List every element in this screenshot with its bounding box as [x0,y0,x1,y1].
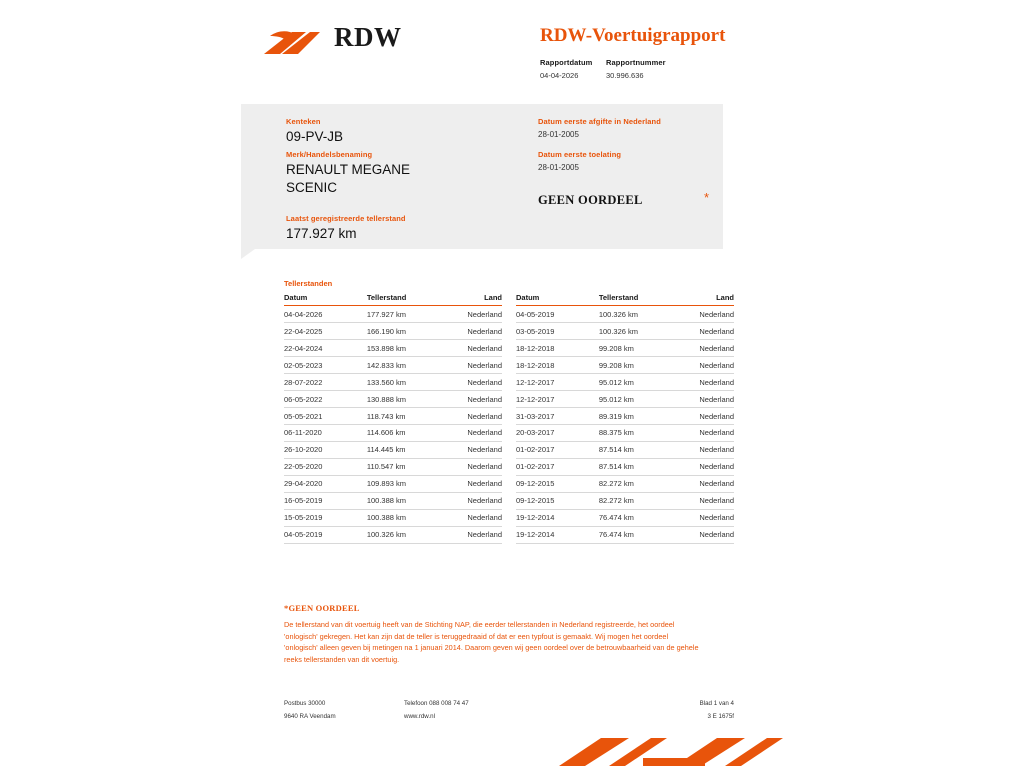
rdw-logo [262,20,462,66]
meta-rapportdatum [540,58,592,80]
column-header-land: Land [673,293,734,306]
cell-land: Nederland [673,441,734,458]
report-title: RDW-Voertuigrapport [540,25,726,46]
cell-datum: 26-10-2020 [284,441,367,458]
footer-contact [404,700,469,720]
cell-land: Nederland [673,390,734,407]
table-header-row [516,293,734,306]
field-laatste-tellerstand [286,214,406,241]
cell-tellerstand: 100.326 km [367,526,441,543]
cell-datum: 18-12-2018 [516,356,599,373]
table-row [284,306,502,323]
field-laatste-tellerstand-label: Laatst geregistreerde tellerstand [286,214,406,223]
cell-tellerstand: 109.893 km [367,475,441,492]
cell-land: Nederland [441,475,502,492]
footnote-title [284,603,702,613]
rdw-arrow-logo-icon [262,26,322,60]
table-row [284,458,502,475]
cell-land: Nederland [673,322,734,339]
field-kenteken-value: 09-PV-JB [286,129,344,144]
tellerstanden-section [284,279,734,540]
cell-datum: 09-12-2015 [516,492,599,509]
cell-tellerstand: 95.012 km [599,373,673,390]
table-row [284,424,502,441]
meta-rapportdatum-value: 04-04-2026 [540,71,579,80]
cell-land: Nederland [441,356,502,373]
field-merk [286,150,410,195]
footer-address-line1: Postbus 30000 [284,700,326,707]
column-header-datum: Datum [516,293,599,306]
cell-land: Nederland [441,339,502,356]
cell-tellerstand: 130.888 km [367,390,441,407]
oordeel-value: GEEN OORDEEL [538,193,643,207]
cell-land: Nederland [441,390,502,407]
field-eerste-toelating-label: Datum eerste toelating [538,150,622,159]
cell-land: Nederland [673,424,734,441]
cell-land: Nederland [673,339,734,356]
cell-tellerstand: 87.514 km [599,458,673,475]
cell-datum: 09-12-2015 [516,475,599,492]
column-header-land: Land [441,293,502,306]
footer-page-info [684,700,734,720]
table-row [516,407,734,424]
cell-land: Nederland [441,322,502,339]
cell-land: Nederland [673,526,734,543]
cell-datum: 03-05-2019 [516,322,599,339]
meta-rapportnummer [606,58,666,80]
cell-land: Nederland [441,407,502,424]
cell-datum: 15-05-2019 [284,509,367,526]
table-body-left [284,306,502,544]
cell-datum: 01-02-2017 [516,441,599,458]
cell-tellerstand: 118.743 km [367,407,441,424]
cell-datum: 22-04-2024 [284,339,367,356]
panel-notch [241,249,255,259]
field-kenteken [286,117,343,144]
table-row [284,509,502,526]
meta-rapportdatum-label: Rapportdatum [540,58,593,67]
cell-tellerstand: 100.326 km [599,306,673,323]
cell-tellerstand: 100.388 km [367,509,441,526]
cell-tellerstand: 110.547 km [367,458,441,475]
cell-datum: 28-07-2022 [284,373,367,390]
table-row [516,390,734,407]
cell-datum: 12-12-2017 [516,373,599,390]
cell-datum: 06-11-2020 [284,424,367,441]
table-row [516,373,734,390]
cell-land: Nederland [441,306,502,323]
footnote-body: De tellerstand van dit voertuig heeft van de Stichting NAP, die eerder tellerstanden in Nederland registreerde, het oordeel 'onlogisch' gekregen. Het kan zijn dat de teller is teruggedraaid of dat er een typfout is gemaakt. Wij mogen het oordeel 'onlogisch' alleen geven bij metingen na 1 januari 2014. Daarom geven wij geen oordeel over de betrouwbaarheid van de gehele reeks tellerstanden van dit voertuig. [284,620,699,664]
cell-tellerstand: 177.927 km [367,306,441,323]
meta-rapportnummer-label: Rapportnummer [606,58,666,67]
field-eerste-toelating-value: 28-01-2005 [538,163,579,172]
table-row [516,458,734,475]
footer-address [284,700,336,720]
tellerstanden-title: Tellerstanden [284,279,333,288]
table-row [284,373,502,390]
cell-tellerstand: 153.898 km [367,339,441,356]
footer-arrow-graphic-icon [555,736,785,768]
table-row [516,306,734,323]
cell-land: Nederland [441,424,502,441]
footer-website[interactable]: www.rdw.nl [404,713,435,720]
cell-land: Nederland [441,441,502,458]
cell-tellerstand: 100.388 km [367,492,441,509]
cell-tellerstand: 89.319 km [599,407,673,424]
meta-rapportnummer-value: 30.996.636 [606,71,644,80]
cell-tellerstand: 76.474 km [599,509,673,526]
footer-form-code: 3 E 1675f [707,713,734,720]
cell-tellerstand: 99.208 km [599,339,673,356]
cell-tellerstand: 166.190 km [367,322,441,339]
table-row [284,339,502,356]
cell-tellerstand: 82.272 km [599,492,673,509]
table-row [516,526,734,543]
footer-address-line2: 9640 RA Veendam [284,713,336,720]
cell-land: Nederland [673,492,734,509]
cell-tellerstand: 95.012 km [599,390,673,407]
tellerstanden-table-right [516,293,734,544]
table-row [284,526,502,543]
cell-land: Nederland [441,509,502,526]
cell-datum: 20-03-2017 [516,424,599,441]
table-row [516,475,734,492]
tellerstanden-table-left [284,293,502,544]
vehicle-summary-panel [241,104,723,249]
cell-land: Nederland [441,526,502,543]
cell-tellerstand: 88.375 km [599,424,673,441]
field-eerste-afgifte [538,117,661,139]
field-kenteken-label: Kenteken [286,117,321,126]
field-merk-label: Merk/Handelsbenaming [286,150,373,159]
field-merk-value-line1: RENAULT MEGANE [286,162,411,177]
table-row [284,492,502,509]
cell-datum: 19-12-2014 [516,526,599,543]
cell-tellerstand: 133.560 km [367,373,441,390]
table-row [284,322,502,339]
cell-tellerstand: 100.326 km [599,322,673,339]
footnote-star: * [284,603,289,613]
cell-land: Nederland [673,306,734,323]
cell-datum: 01-02-2017 [516,458,599,475]
table-row [284,407,502,424]
cell-land: Nederland [673,475,734,492]
cell-land: Nederland [673,509,734,526]
cell-tellerstand: 87.514 km [599,441,673,458]
field-merk-value-line2: SCENIC [286,180,338,195]
cell-land: Nederland [441,458,502,475]
field-eerste-afgifte-value: 28-01-2005 [538,130,579,139]
cell-land: Nederland [441,373,502,390]
cell-datum: 04-04-2026 [284,306,367,323]
cell-datum: 18-12-2018 [516,339,599,356]
footnote-title-text: GEEN OORDEEL [288,603,360,613]
logo-wordmark: RDW [334,22,402,52]
footer-phone: Telefoon 088 008 74 47 [404,700,469,707]
table-body-right [516,306,734,544]
cell-datum: 06-05-2022 [284,390,367,407]
cell-datum: 12-12-2017 [516,390,599,407]
table-row [284,475,502,492]
cell-land: Nederland [673,373,734,390]
table-row [516,424,734,441]
cell-datum: 22-04-2025 [284,322,367,339]
cell-datum: 02-05-2023 [284,356,367,373]
cell-datum: 04-05-2019 [284,526,367,543]
cell-datum: 05-05-2021 [284,407,367,424]
column-header-datum: Datum [284,293,367,306]
table-row [516,509,734,526]
table-header-row [284,293,502,306]
cell-tellerstand: 114.445 km [367,441,441,458]
table-row [516,492,734,509]
cell-tellerstand: 82.272 km [599,475,673,492]
footer-page-number: Blad 1 van 4 [699,700,734,707]
table-row [284,441,502,458]
cell-datum: 04-05-2019 [516,306,599,323]
table-row [516,322,734,339]
cell-datum: 29-04-2020 [284,475,367,492]
cell-land: Nederland [673,407,734,424]
cell-tellerstand: 114.606 km [367,424,441,441]
table-row [284,356,502,373]
cell-datum: 16-05-2019 [284,492,367,509]
cell-datum: 31-03-2017 [516,407,599,424]
table-row [516,356,734,373]
table-row [284,390,502,407]
cell-datum: 22-05-2020 [284,458,367,475]
cell-land: Nederland [673,356,734,373]
table-row [516,441,734,458]
oordeel-footnote-marker: * [704,190,710,205]
field-eerste-afgifte-label: Datum eerste afgifte in Nederland [538,117,661,126]
table-row [516,339,734,356]
footnote-block [284,603,702,665]
field-eerste-toelating [538,150,621,172]
cell-land: Nederland [441,492,502,509]
cell-tellerstand: 142.833 km [367,356,441,373]
cell-tellerstand: 99.208 km [599,356,673,373]
cell-tellerstand: 76.474 km [599,526,673,543]
cell-datum: 19-12-2014 [516,509,599,526]
field-laatste-tellerstand-value: 177.927 km [286,226,357,241]
cell-land: Nederland [673,458,734,475]
column-header-tellerstand: Tellerstand [367,293,441,306]
column-header-tellerstand: Tellerstand [599,293,673,306]
